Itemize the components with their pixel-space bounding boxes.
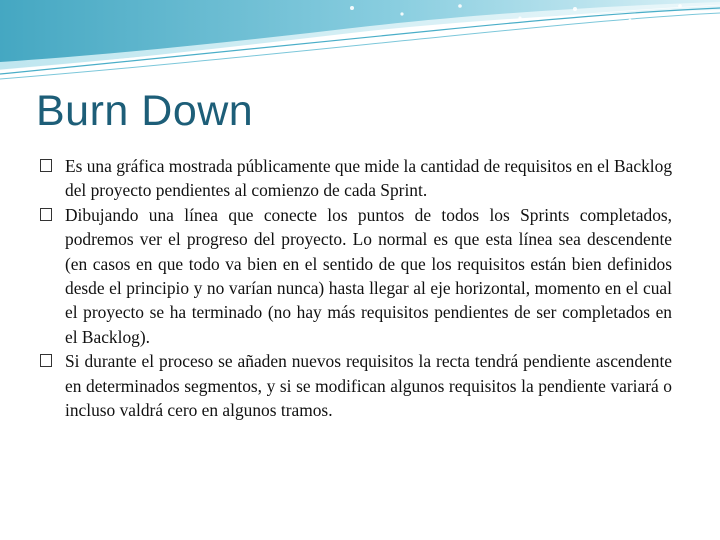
bullet-text: Dibujando una línea que conecte los puntos de todos los Sprints completados, podremos ver el progreso del proyecto. Lo normal es que esta línea sea descendente (en casos en que todo va bien en el sentido de que los requisitos están bien definidos desde el principio y no varían nunca) hasta llegar al eje horizontal, momento en el cual el proyecto se ha terminado (no hay más requisitos pendientes de ser completados en el Backlog). (65, 204, 672, 347)
bullet-list (40, 154, 672, 422)
bullet-square-icon (40, 354, 52, 367)
bullet-item (40, 203, 672, 349)
bullet-text: Es una gráfica mostrada públicamente que mide la cantidad de requisitos en el Backlog del proyecto pendientes al comienzo de cada Sprint. (65, 156, 673, 201)
bullet-item (40, 349, 672, 422)
bullet-square-icon (40, 159, 52, 172)
bullet-square-icon (40, 208, 52, 221)
bullet-text: Si durante el proceso se añaden nuevos requisitos la recta tendrá pendiente ascendente en determinados segmentos, y si se modifican algunos requisitos la pendiente variará o incluso valdrá cero en algunos tramos. (65, 351, 672, 421)
slide-title: Burn Down (36, 87, 254, 135)
header-wave-decoration (0, 0, 720, 90)
bullet-item (40, 154, 672, 203)
